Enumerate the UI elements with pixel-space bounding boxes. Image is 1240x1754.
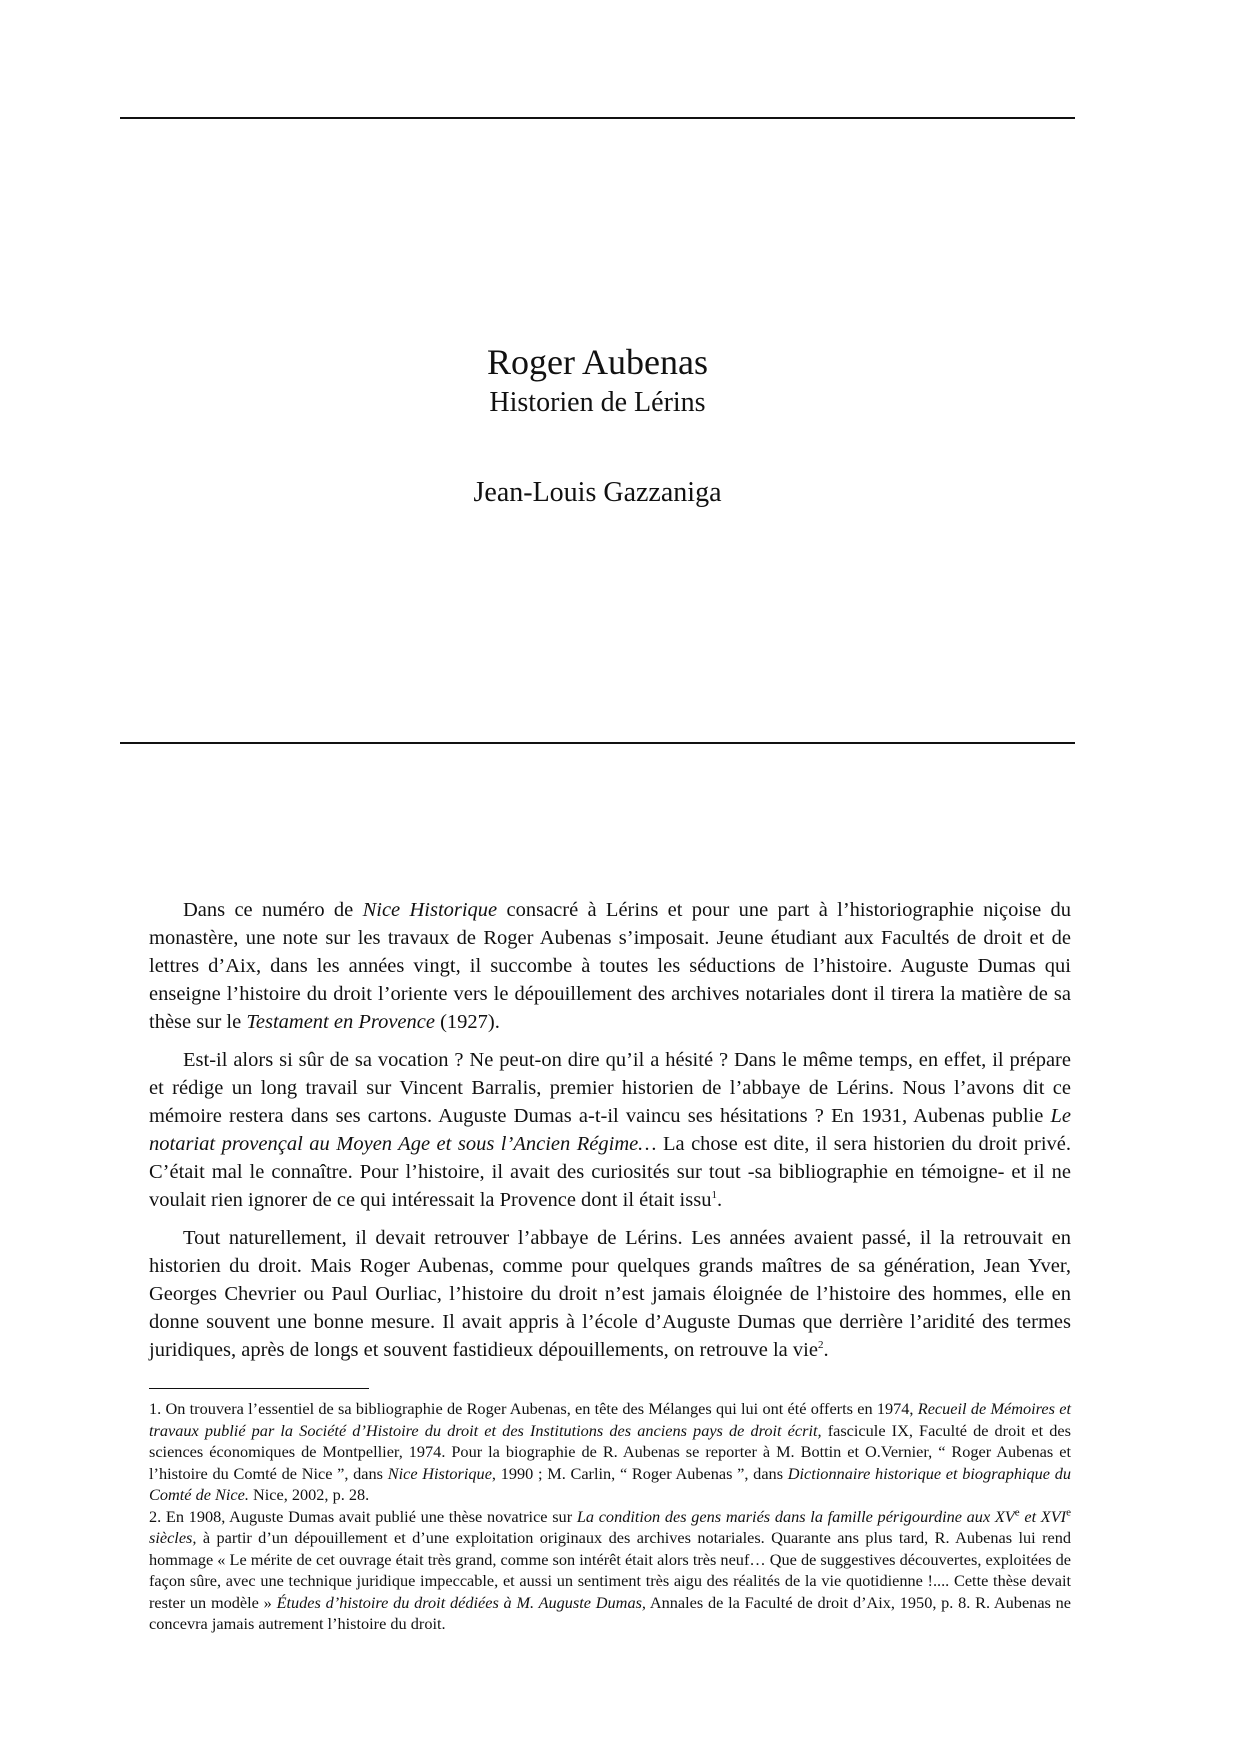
- section-rule: [120, 742, 1075, 744]
- paragraph-1: Dans ce numéro de Nice Historique consacré à Lérins et pour une part à l’historiographie niçoise du monastère, une note sur les travaux de Roger Aubenas s’imposait. Jeune étudiant aux Facultés de droit et de lettres d’Aix, dans les années vingt, il succombe à toutes les séductions de l’histoire. Auguste Dumas qui enseigne l’histoire du droit l’oriente vers le dépouillement des archives notariales dont il tirera la matière de sa thèse sur le Testament en Provence (1927).: [149, 899, 1071, 1033]
- footnote-1: 1. On trouvera l’essentiel de sa bibliographie de Roger Aubenas, en tête des Mélanges qui lui ont été offerts en 1974, Recueil de Mémoires et travaux publié par la Société d’Histoire du droit et des Institutions des anciens pays de droit écrit, fascicule IX, Faculté de droit et des sciences économiques de Montpellier, 1974. Pour la biographie de R. Aubenas se reporter à M. Bottin et O.Vernier, “ Roger Aubenas et l’histoire du Comté de Nice ”, dans Nice Historique, 1990 ; M. Carlin, “ Roger Aubenas ”, dans Dictionnaire historique et biographique du Comté de Nice. Nice, 2002, p. 28.: [149, 1399, 1071, 1504]
- footnote-2: 2. En 1908, Auguste Dumas avait publié une thèse novatrice sur La condition des gens mariés dans la famille périgourdine aux XVe et XVIe siècles, à partir d’un dépouillement et d’une exploitation originaux des archives notariales. Quarante ans plus tard, R. Aubenas lui rend hommage « Le mérite de cet ouvrage était très grand, comme son intérêt était alors très neuf… Que de suggestives découvertes, exploitées de façon sûre, avec une technique juridique impeccable, et aussi un sentiment très aigu des réalités de la vie quotidienne !.... Cette thèse devait rester un modèle » Études d’histoire du droit dédiées à M. Auguste Dumas, Annales de la Faculté de droit d’Aix, 1950, p. 8. R. Aubenas ne concevra jamais autrement l’histoire du droit.: [149, 1506, 1072, 1633]
- title-block: [120, 340, 1075, 422]
- paragraph-3: Tout naturellement, il devait retrouver l’abbaye de Lérins. Les années avaient passé, il la retrouvait en historien du droit. Mais Roger Aubenas, comme pour quelques grands maîtres de sa génération, Jean Yver, Georges Chevrier ou Paul Ourliac, l’histoire du droit n’est jamais éloignée de l’histoire des hommes, elle en donne souvent une bonne mesure. Il avait appris à l’école d’Auguste Dumas que derrière l’aridité des termes juridiques, après de longs et souvent fastidieux dépouillements, on retrouve la vie$^2$.: [149, 1227, 1071, 1361]
- footnote-ref-2: 2: [817, 1339, 824, 1352]
- body-text: [149, 896, 1071, 1374]
- article-subtitle: Historien de Lérins: [489, 387, 706, 418]
- footnotes: [149, 1398, 1071, 1635]
- footnote-ref-1: 1: [711, 1189, 717, 1202]
- top-rule: [120, 117, 1075, 119]
- footnote-rule: [149, 1388, 369, 1389]
- author-name: Jean-Louis Gazzaniga: [473, 477, 722, 508]
- article-title: Roger Aubenas: [487, 342, 708, 382]
- paragraph-2: Est-il alors si sûr de sa vocation ? Ne peut-on dire qu’il a hésité ? Dans le même temps, en effet, il prépare et rédige un long travail sur Vincent Barralis, premier historien de l’abbaye de Lérins. Nous l’avons dit ce mémoire restera dans ses cartons. Auguste Dumas a-t-il vaincu ses hésitations ? En 1931, Aubenas publie Le notariat provençal au Moyen Age et sous l’Ancien Régime… La chose est dite, il sera historien du droit privé. C’était mal le connaître. Pour l’histoire, il avait des curiosités sur tout -sa bibliographie en témoigne- et il ne voulait rien ignorer de ce qui intéressait la Provence dont il était issu$^1$.: [149, 1049, 1072, 1211]
